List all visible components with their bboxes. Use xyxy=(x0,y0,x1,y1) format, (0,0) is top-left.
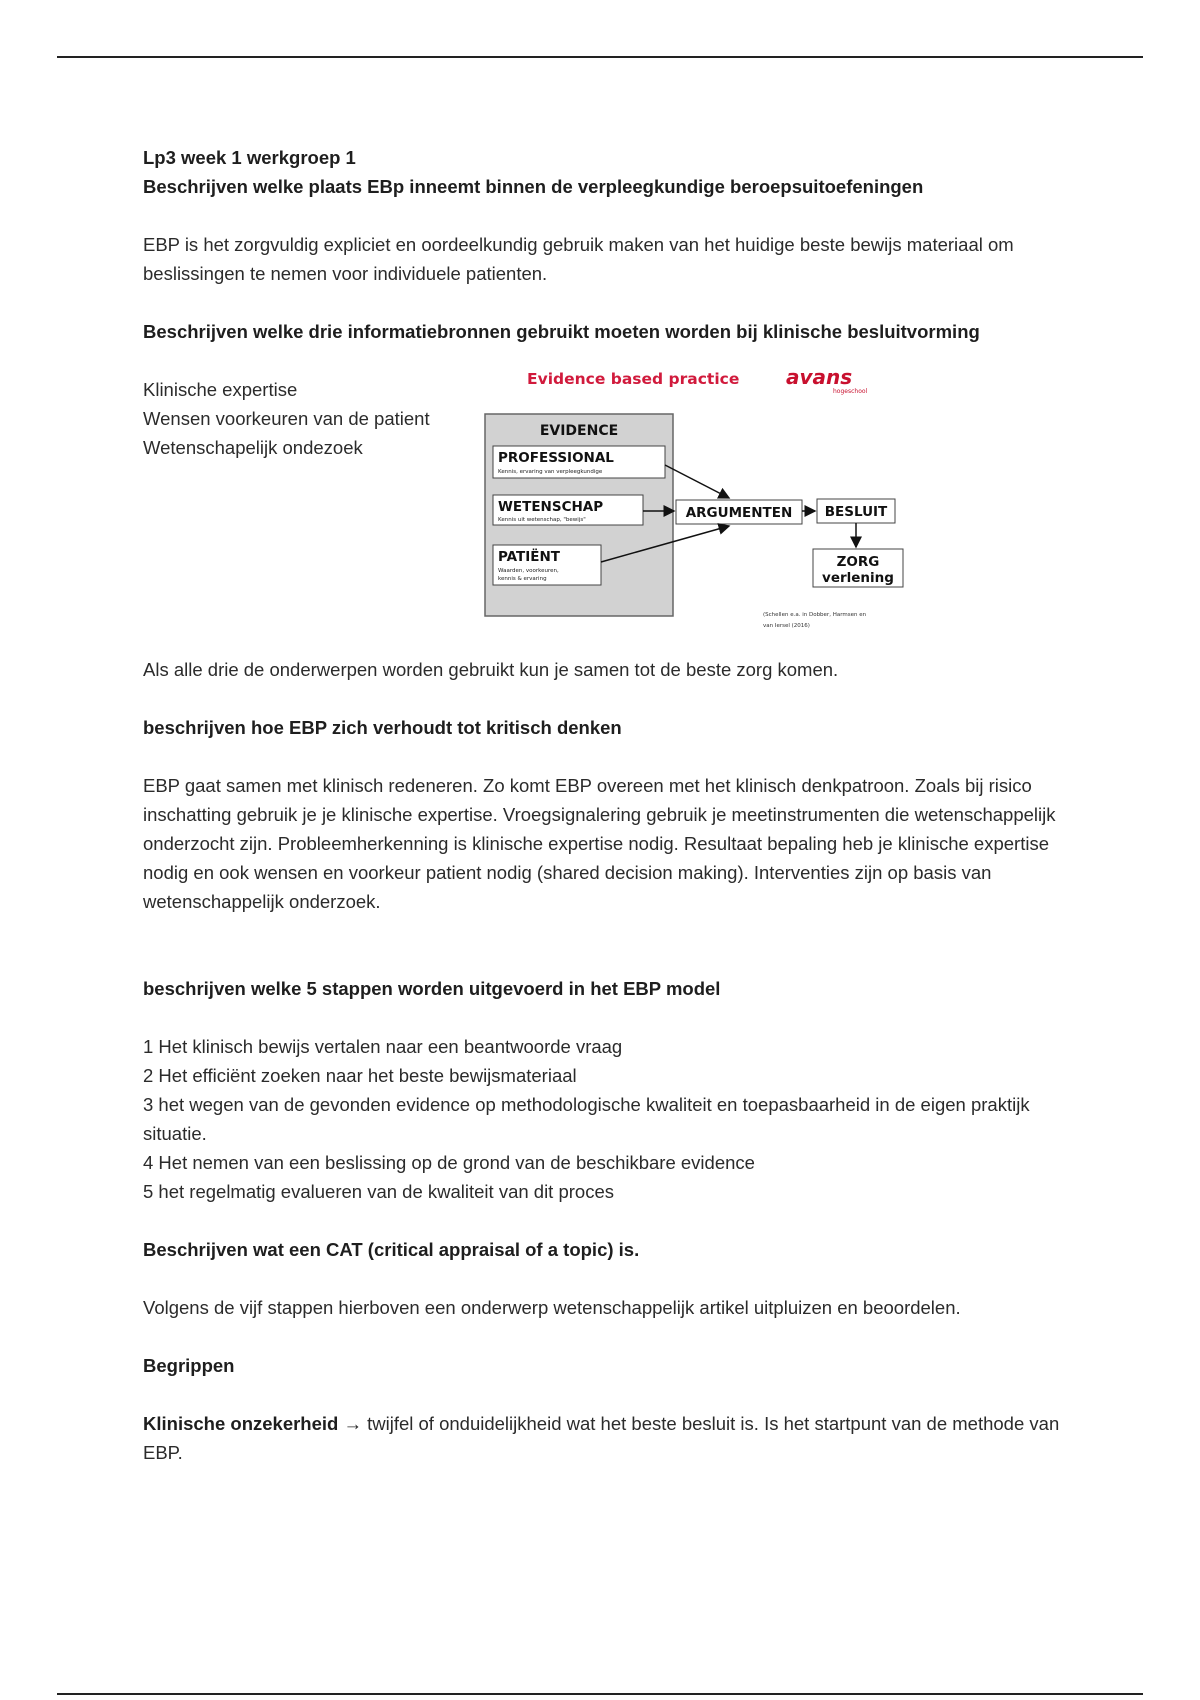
besluit-label: BESLUIT xyxy=(824,504,888,520)
step-item: 1 Het klinisch bewijs vertalen naar een beantwoorde vraag xyxy=(143,1036,623,1057)
term-definition xyxy=(143,1409,1063,1467)
answer-combined-sources: Als alle drie de onderwerpen worden gebruikt kun je samen tot de beste zorg komen. xyxy=(143,659,839,680)
avans-logo-sub: hogeschool xyxy=(833,388,868,395)
professional-label: PROFESSIONAL xyxy=(498,450,614,466)
question-five-steps: beschrijven welke 5 stappen worden uitgevoerd in het EBP model xyxy=(143,978,721,999)
arrow-icon: → xyxy=(343,1413,362,1434)
sources-section xyxy=(143,365,1063,655)
step-item: 3 het wegen van de gevonden evidence op methodologische kwaliteit en toepasbaarheid in de eigen praktijk situatie. xyxy=(143,1094,1030,1144)
zorg-label: ZORG xyxy=(836,554,880,570)
diagram-citation: van Iersel (2016) xyxy=(763,623,810,629)
evidence-label: EVIDENCE xyxy=(539,423,619,439)
wetenschap-sub: Kennis uit wetenschap, "bewijs" xyxy=(498,517,586,523)
source-item: Wensen voorkeuren van de patient xyxy=(143,408,430,429)
document-title: Lp3 week 1 werkgroep 1 xyxy=(143,147,356,168)
step-item: 5 het regelmatig evalueren van de kwaliteit van dit proces xyxy=(143,1181,614,1202)
question-cat: Beschrijven wat een CAT (critical appraisal of a topic) is. xyxy=(143,1239,640,1260)
source-item: Wetenschapelijk ondezoek xyxy=(143,437,363,458)
answer-cat: Volgens de vijf stappen hierboven een onderwerp wetenschappelijk artikel uitpluizen en beoordelen. xyxy=(143,1297,961,1318)
footer-rule xyxy=(57,1693,1143,1695)
diagram-citation: (Schellen e.a. in Dobber, Harmsen en xyxy=(763,612,867,618)
wetenschap-label: WETENSCHAP xyxy=(498,499,604,515)
zorg-label-sub: verlening xyxy=(822,570,894,586)
patient-sub: kennis & ervaring xyxy=(498,576,547,582)
answer-ebp-definition: EBP is het zorgvuldig expliciet en oordeelkundig gebruik maken van het huidige beste bewijs materiaal om beslissingen te nemen voor individuele patienten. xyxy=(143,234,1014,284)
diagram-title: Evidence based practice xyxy=(527,370,740,388)
patient-label: PATIËNT xyxy=(498,549,561,565)
ebp-diagram xyxy=(481,360,921,652)
question-information-sources: Beschrijven welke drie informatiebronnen gebruikt moeten worden bij klinische besluitvorming xyxy=(143,321,980,342)
sources-list xyxy=(143,375,430,462)
question-critical-thinking: beschrijven hoe EBP zich verhoudt tot kritisch denken xyxy=(143,717,622,738)
heading-begrippen: Begrippen xyxy=(143,1355,235,1376)
argumenten-label: ARGUMENTEN xyxy=(685,505,793,521)
arrow-professional xyxy=(665,465,729,498)
step-item: 2 Het efficiënt zoeken naar het beste bewijsmateriaal xyxy=(143,1065,577,1086)
step-item: 4 Het nemen van een beslissing op de grond van de beschikbare evidence xyxy=(143,1152,755,1173)
document-body xyxy=(143,143,1063,1467)
source-item: Klinische expertise xyxy=(143,379,298,400)
term-name: Klinische onzekerheid xyxy=(143,1413,339,1434)
question-ebp-place: Beschrijven welke plaats EBp inneemt binnen de verpleegkundige beroepsuitoefeningen xyxy=(143,176,924,197)
answer-critical-thinking: EBP gaat samen met klinisch redeneren. Zo komt EBP overeen met het klinisch denkpatroon. Zoals bij risico inschatting gebruik je je klinische expertise. Vroegsignalering gebruik je meetinstrumenten die wetenschappelijk onderzocht zijn. Probleemherkenning is klinische expertise nodig. Resultaat bepaling heb je klinische expertise nodig en ook wensen en voorkeur patient nodig (shared decision making). Interventies zijn op basis van wetenschappelijk onderzoek. xyxy=(143,775,1056,912)
patient-sub: Waarden, voorkeuren, xyxy=(498,568,559,574)
term-text: twijfel of onduidelijkheid wat het beste besluit is. Is het startpunt van de methode van EBP. xyxy=(143,1413,1060,1463)
header-rule xyxy=(57,56,1143,58)
professional-sub: Kennis, ervaring van verpleegkundige xyxy=(498,469,603,475)
avans-logo: avans xyxy=(786,365,853,389)
